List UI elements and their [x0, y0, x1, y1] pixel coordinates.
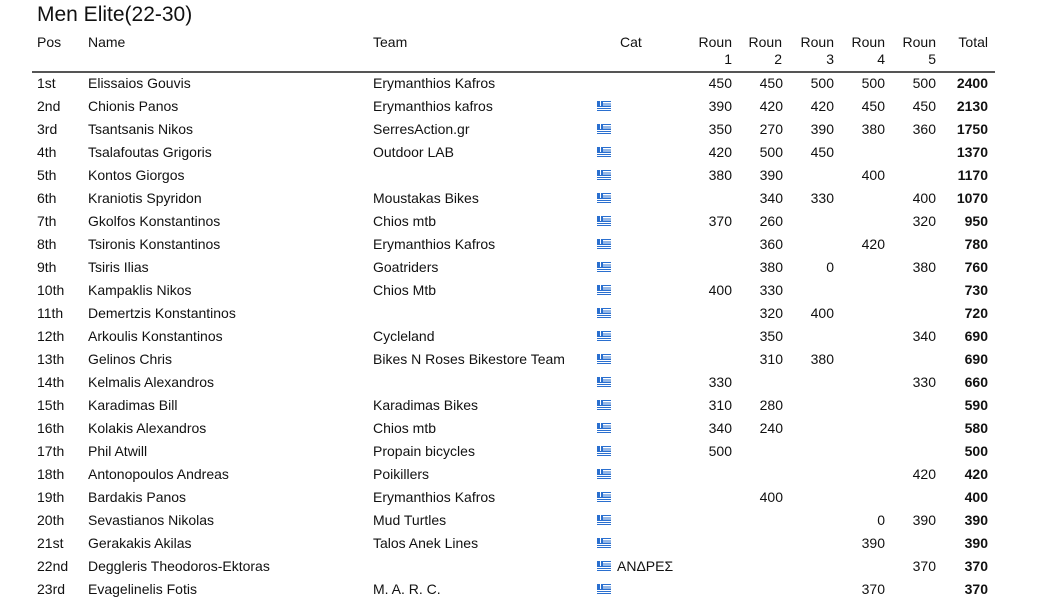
cell-round-3: 390	[810, 121, 834, 137]
cell-pos: 3rd	[37, 121, 58, 137]
cell-pos: 22nd	[37, 558, 69, 574]
cell-name: Bardakis Panos	[88, 489, 187, 505]
cell-pos: 10th	[37, 282, 65, 298]
cell-round-1: 420	[708, 144, 732, 160]
table-row	[0, 466, 1053, 489]
cell-pos: 17th	[37, 443, 65, 459]
cell-round-3: 0	[826, 259, 834, 275]
cell-round-3: 450	[810, 144, 834, 160]
cell-name: Kelmalis Alexandros	[88, 374, 215, 390]
cell-pos: 12th	[37, 328, 65, 344]
cell-total: 420	[964, 466, 988, 482]
cell-round-2: 350	[759, 328, 783, 344]
cell-round-1: 340	[708, 420, 732, 436]
table-row	[0, 213, 1053, 236]
cell-pos: 1st	[37, 75, 56, 91]
cell-round-1: 450	[708, 75, 732, 91]
cell-pos: 18th	[37, 466, 65, 482]
table-row	[0, 443, 1053, 466]
cell-pos: 2nd	[37, 98, 61, 114]
cell-pos: 15th	[37, 397, 65, 413]
cell-total: 1750	[956, 121, 988, 137]
cell-total: 500	[964, 443, 988, 459]
cell-team: Chios mtb	[373, 213, 437, 229]
cell-name: Gkolfos Konstantinos	[88, 213, 221, 229]
cell-total: 390	[964, 535, 988, 551]
cell-total: 780	[964, 236, 988, 252]
cell-cat: ΑΝΔΡΕΣ	[617, 558, 674, 574]
greek-flag-icon	[597, 584, 611, 594]
header-round-3	[782, 34, 834, 68]
page-title: Men Elite(22-30)	[37, 3, 193, 26]
cell-total: 2400	[956, 75, 988, 91]
greek-flag-icon	[597, 377, 611, 387]
cell-total: 1370	[956, 144, 988, 160]
cell-team: Erymanthios Kafros	[373, 75, 496, 91]
cell-round-5: 360	[912, 121, 936, 137]
greek-flag-icon	[597, 101, 611, 111]
header-team: Team	[373, 34, 408, 50]
table-row	[0, 374, 1053, 397]
header-round-2-line1: Roun	[748, 34, 782, 50]
cell-team: Erymanthios Kafros	[373, 236, 496, 252]
greek-flag-icon	[597, 446, 611, 456]
cell-round-2: 310	[759, 351, 783, 367]
cell-round-4: 0	[877, 512, 885, 528]
table-row	[0, 558, 1053, 581]
cell-team: Talos Anek Lines	[373, 535, 479, 551]
header-round-1-line2: 1	[724, 51, 732, 67]
greek-flag-icon	[597, 170, 611, 180]
greek-flag-icon	[597, 216, 611, 226]
greek-flag-icon	[597, 193, 611, 203]
cell-team: Propain bicycles	[373, 443, 475, 459]
header-round-1-line1: Roun	[698, 34, 732, 50]
header-round-4	[833, 34, 885, 68]
cell-team: Erymanthios kafros	[373, 98, 493, 114]
cell-round-4: 380	[861, 121, 885, 137]
cell-round-5: 450	[912, 98, 936, 114]
cell-total: 370	[964, 581, 988, 597]
table-row	[0, 420, 1053, 443]
cell-name: Kampaklis Nikos	[88, 282, 192, 298]
greek-flag-icon	[597, 538, 611, 548]
cell-total: 690	[964, 351, 988, 367]
cell-team: Moustakas Bikes	[373, 190, 479, 206]
cell-total: 660	[964, 374, 988, 390]
cell-team: Bikes N Roses Bikestore Team	[373, 351, 565, 367]
table-row	[0, 305, 1053, 328]
cell-pos: 21st	[37, 535, 64, 551]
table-row	[0, 190, 1053, 213]
greek-flag-icon	[597, 147, 611, 157]
cell-round-2: 400	[759, 489, 783, 505]
cell-pos: 16th	[37, 420, 65, 436]
header-pos: Pos	[37, 34, 62, 50]
cell-round-4: 450	[861, 98, 885, 114]
cell-round-5: 320	[912, 213, 936, 229]
cell-pos: 7th	[37, 213, 57, 229]
cell-round-3: 500	[810, 75, 834, 91]
table-row	[0, 98, 1053, 121]
cell-round-1: 500	[708, 443, 732, 459]
header-round-4-line1: Roun	[851, 34, 885, 50]
cell-pos: 8th	[37, 236, 57, 252]
cell-round-5: 400	[912, 190, 936, 206]
header-total: Total	[958, 34, 988, 50]
cell-name: Arkoulis Konstantinos	[88, 328, 223, 344]
cell-pos: 6th	[37, 190, 57, 206]
table-row	[0, 535, 1053, 558]
greek-flag-icon	[597, 423, 611, 433]
table-row	[0, 259, 1053, 282]
cell-round-2: 390	[759, 167, 783, 183]
cell-round-5: 330	[912, 374, 936, 390]
greek-flag-icon	[597, 124, 611, 134]
cell-team: Goatriders	[373, 259, 439, 275]
header-round-2-line2: 2	[774, 51, 782, 67]
cell-name: Deggleris Theodoros-Ektoras	[88, 558, 270, 574]
cell-round-2: 280	[759, 397, 783, 413]
header-round-5	[884, 34, 936, 68]
cell-team: Chios mtb	[373, 420, 437, 436]
cell-pos: 5th	[37, 167, 57, 183]
cell-total: 1070	[956, 190, 988, 206]
cell-name: Tsantsanis Nikos	[88, 121, 194, 137]
cell-name: Phil Atwill	[88, 443, 148, 459]
cell-name: Karadimas Bill	[88, 397, 178, 413]
cell-total: 760	[964, 259, 988, 275]
cell-total: 370	[964, 558, 988, 574]
header-divider	[32, 71, 995, 73]
table-row	[0, 512, 1053, 535]
header-round-1	[680, 34, 732, 68]
cell-name: Gelinos Chris	[88, 351, 173, 367]
table-row	[0, 328, 1053, 351]
cell-team: Cycleland	[373, 328, 435, 344]
cell-round-2: 380	[759, 259, 783, 275]
table-row	[0, 397, 1053, 420]
table-row	[0, 581, 1053, 604]
greek-flag-icon	[597, 239, 611, 249]
greek-flag-icon	[597, 331, 611, 341]
cell-pos: 9th	[37, 259, 57, 275]
cell-round-2: 450	[759, 75, 783, 91]
table-row	[0, 121, 1053, 144]
greek-flag-icon	[597, 469, 611, 479]
cell-team: Chios Mtb	[373, 282, 437, 298]
greek-flag-icon	[597, 354, 611, 364]
header-round-2	[730, 34, 782, 68]
cell-name: Elissaios Gouvis	[88, 75, 191, 91]
cell-name: Kontos Giorgos	[88, 167, 185, 183]
cell-round-4: 500	[861, 75, 885, 91]
header-round-3-line1: Roun	[800, 34, 834, 50]
cell-round-2: 340	[759, 190, 783, 206]
cell-round-4: 370	[861, 581, 885, 597]
cell-total: 730	[964, 282, 988, 298]
cell-round-1: 390	[708, 98, 732, 114]
table-row	[0, 282, 1053, 305]
greek-flag-icon	[597, 561, 611, 571]
cell-pos: 4th	[37, 144, 57, 160]
cell-pos: 23rd	[37, 581, 66, 597]
cell-name: Kraniotis Spyridon	[88, 190, 202, 206]
cell-total: 1170	[957, 167, 988, 183]
cell-round-3: 380	[810, 351, 834, 367]
table-row	[0, 75, 1053, 98]
cell-name: Tsironis Konstantinos	[88, 236, 221, 252]
cell-round-4: 390	[861, 535, 885, 551]
cell-team: M. A. R. C.	[373, 581, 441, 597]
cell-round-5: 340	[912, 328, 936, 344]
cell-round-3: 400	[810, 305, 834, 321]
greek-flag-icon	[597, 492, 611, 502]
cell-round-2: 500	[759, 144, 783, 160]
cell-pos: 11th	[37, 305, 64, 321]
table-row	[0, 351, 1053, 374]
cell-round-4: 420	[861, 236, 885, 252]
cell-name: Antonopoulos Andreas	[88, 466, 229, 482]
cell-team: Poikillers	[373, 466, 430, 482]
cell-pos: 13th	[37, 351, 65, 367]
cell-round-1: 350	[708, 121, 732, 137]
cell-round-3: 330	[810, 190, 834, 206]
cell-team: Erymanthios Kafros	[373, 489, 496, 505]
greek-flag-icon	[597, 515, 611, 525]
cell-team: Mud Turtles	[373, 512, 447, 528]
cell-team: SerresAction.gr	[373, 121, 470, 137]
cell-round-5: 370	[912, 558, 936, 574]
cell-round-2: 330	[759, 282, 783, 298]
cell-round-1: 370	[708, 213, 732, 229]
cell-name: Demertzis Konstantinos	[88, 305, 236, 321]
header-round-3-line2: 3	[826, 51, 834, 67]
cell-team: Karadimas Bikes	[373, 397, 479, 413]
cell-round-1: 400	[708, 282, 732, 298]
table-row	[0, 167, 1053, 190]
cell-round-2: 240	[759, 420, 783, 436]
cell-name: Kolakis Alexandros	[88, 420, 207, 436]
cell-total: 390	[964, 512, 988, 528]
header-round-5-line2: 5	[928, 51, 936, 67]
cell-total: 950	[964, 213, 988, 229]
table-row	[0, 489, 1053, 512]
cell-round-1: 380	[708, 167, 732, 183]
cell-round-1: 330	[708, 374, 732, 390]
cell-total: 580	[964, 420, 988, 436]
cell-round-2: 420	[759, 98, 783, 114]
cell-name: Gerakakis Akilas	[88, 535, 192, 551]
cell-name: Tsalafoutas Grigoris	[88, 144, 212, 160]
cell-round-2: 260	[759, 213, 783, 229]
cell-round-5: 420	[912, 466, 936, 482]
cell-round-2: 270	[759, 121, 783, 137]
greek-flag-icon	[597, 262, 611, 272]
cell-pos: 14th	[37, 374, 65, 390]
cell-name: Sevastianos Nikolas	[88, 512, 215, 528]
cell-pos: 20th	[37, 512, 65, 528]
greek-flag-icon	[597, 308, 611, 318]
greek-flag-icon	[597, 285, 611, 295]
cell-round-1: 310	[708, 397, 732, 413]
cell-total: 590	[964, 397, 988, 413]
cell-round-5: 390	[912, 512, 936, 528]
cell-round-3: 420	[810, 98, 834, 114]
cell-name: Tsiris Ilias	[88, 259, 149, 275]
cell-name: Chionis Panos	[88, 98, 179, 114]
header-round-4-line2: 4	[877, 51, 885, 67]
cell-name: Evagelinelis Fotis	[88, 581, 197, 597]
cell-round-2: 320	[759, 305, 783, 321]
greek-flag-icon	[597, 400, 611, 410]
cell-total: 690	[964, 328, 988, 344]
cell-total: 400	[964, 489, 988, 505]
cell-round-4: 400	[861, 167, 885, 183]
cell-round-2: 360	[759, 236, 783, 252]
header-round-5-line1: Roun	[902, 34, 936, 50]
cell-total: 2130	[956, 98, 988, 114]
cell-total: 720	[964, 305, 988, 321]
header-cat: Cat	[620, 34, 642, 50]
cell-pos: 19th	[37, 489, 65, 505]
cell-round-5: 500	[912, 75, 936, 91]
table-row	[0, 236, 1053, 259]
table-row	[0, 144, 1053, 167]
cell-team: Outdoor LAB	[373, 144, 454, 160]
header-name: Name	[88, 34, 126, 50]
cell-round-5: 380	[912, 259, 936, 275]
